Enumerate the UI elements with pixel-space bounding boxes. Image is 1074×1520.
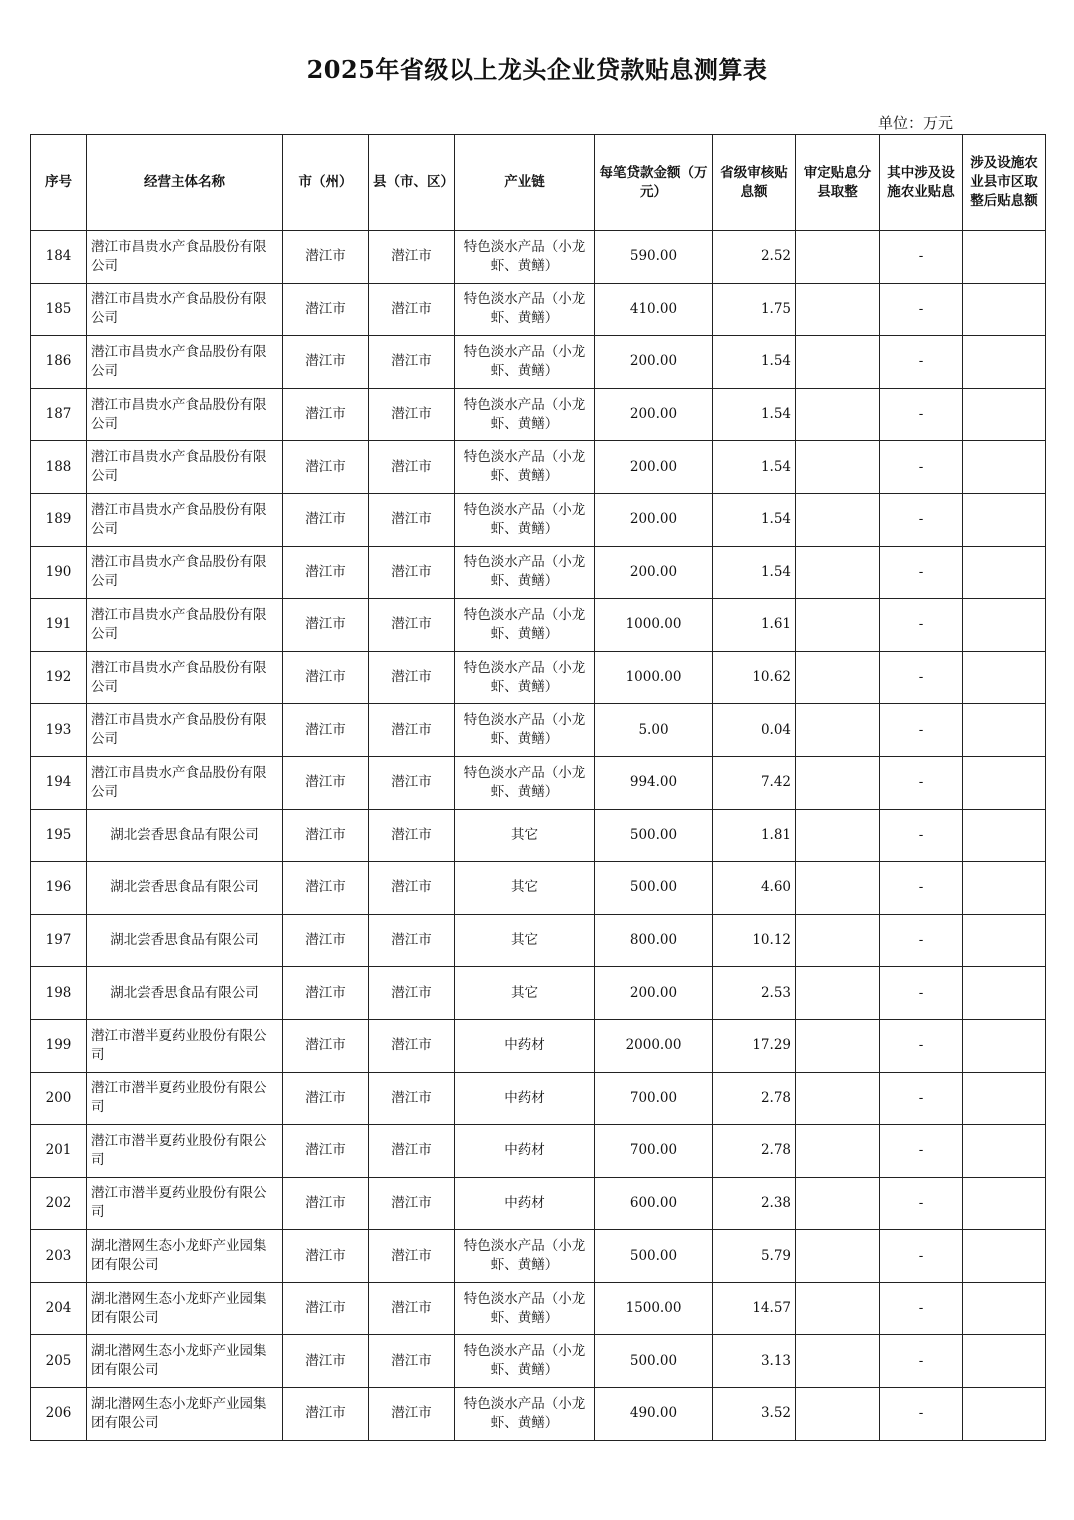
cell-provincial: 2.52 <box>713 231 796 284</box>
header-city: 市（州） <box>283 135 369 231</box>
cell-city: 潜江市 <box>283 704 369 757</box>
cell-facility-county <box>963 704 1046 757</box>
cell-chain: 特色淡水产品（小龙虾、黄鳝） <box>455 546 595 599</box>
header-approved: 审定贴息分县取整 <box>796 135 880 231</box>
cell-county: 潜江市 <box>369 1388 455 1441</box>
cell-loan: 1500.00 <box>595 1282 713 1335</box>
cell-approved <box>796 1335 880 1388</box>
cell-approved <box>796 1019 880 1072</box>
cell-city: 潜江市 <box>283 1177 369 1230</box>
cell-chain: 中药材 <box>455 1125 595 1178</box>
cell-facility-county <box>963 388 1046 441</box>
cell-facility-county <box>963 1335 1046 1388</box>
cell-chain: 特色淡水产品（小龙虾、黄鳝） <box>455 651 595 704</box>
cell-facility-county <box>963 1072 1046 1125</box>
cell-name: 湖北尝香思食品有限公司 <box>87 862 283 915</box>
cell-no: 205 <box>31 1335 87 1388</box>
cell-chain: 中药材 <box>455 1177 595 1230</box>
cell-county: 潜江市 <box>369 1019 455 1072</box>
cell-chain: 特色淡水产品（小龙虾、黄鳝） <box>455 1335 595 1388</box>
cell-chain: 特色淡水产品（小龙虾、黄鳝） <box>455 756 595 809</box>
cell-no: 206 <box>31 1388 87 1441</box>
cell-name: 潜江市昌贵水产食品股份有限公司 <box>87 441 283 494</box>
unit-label: 单位：万元 <box>878 114 954 132</box>
cell-chain: 特色淡水产品（小龙虾、黄鳝） <box>455 1230 595 1283</box>
cell-approved <box>796 283 880 336</box>
cell-facility: - <box>880 493 963 546</box>
cell-city: 潜江市 <box>283 546 369 599</box>
cell-provincial: 1.54 <box>713 388 796 441</box>
cell-facility: - <box>880 546 963 599</box>
cell-city: 潜江市 <box>283 756 369 809</box>
cell-name: 湖北尝香思食品有限公司 <box>87 967 283 1020</box>
cell-chain: 其它 <box>455 809 595 862</box>
cell-city: 潜江市 <box>283 1230 369 1283</box>
cell-name: 潜江市昌贵水产食品股份有限公司 <box>87 599 283 652</box>
table-row <box>31 1282 1046 1335</box>
header-name: 经营主体名称 <box>87 135 283 231</box>
cell-city: 潜江市 <box>283 1282 369 1335</box>
cell-provincial: 7.42 <box>713 756 796 809</box>
cell-provincial: 3.13 <box>713 1335 796 1388</box>
header-no: 序号 <box>31 135 87 231</box>
cell-county: 潜江市 <box>369 704 455 757</box>
cell-provincial: 1.81 <box>713 809 796 862</box>
cell-loan: 5.00 <box>595 704 713 757</box>
cell-county: 潜江市 <box>369 441 455 494</box>
cell-loan: 410.00 <box>595 283 713 336</box>
cell-chain: 其它 <box>455 862 595 915</box>
table-row <box>31 231 1046 284</box>
cell-facility: - <box>880 1230 963 1283</box>
cell-provincial: 5.79 <box>713 1230 796 1283</box>
cell-loan: 200.00 <box>595 546 713 599</box>
cell-chain: 特色淡水产品（小龙虾、黄鳝） <box>455 704 595 757</box>
cell-county: 潜江市 <box>369 914 455 967</box>
cell-approved <box>796 441 880 494</box>
cell-loan: 500.00 <box>595 809 713 862</box>
cell-approved <box>796 809 880 862</box>
cell-provincial: 10.62 <box>713 651 796 704</box>
cell-loan: 2000.00 <box>595 1019 713 1072</box>
cell-facility: - <box>880 1125 963 1178</box>
cell-provincial: 2.78 <box>713 1125 796 1178</box>
cell-facility-county <box>963 546 1046 599</box>
cell-facility: - <box>880 1019 963 1072</box>
cell-facility: - <box>880 231 963 284</box>
cell-approved <box>796 493 880 546</box>
table-row <box>31 336 1046 389</box>
cell-chain: 特色淡水产品（小龙虾、黄鳝） <box>455 1388 595 1441</box>
table-row <box>31 1019 1046 1072</box>
cell-facility-county <box>963 651 1046 704</box>
cell-provincial: 1.54 <box>713 546 796 599</box>
cell-city: 潜江市 <box>283 1335 369 1388</box>
cell-city: 潜江市 <box>283 1072 369 1125</box>
cell-name: 潜江市昌贵水产食品股份有限公司 <box>87 283 283 336</box>
table-row <box>31 599 1046 652</box>
cell-city: 潜江市 <box>283 388 369 441</box>
cell-name: 湖北潜网生态小龙虾产业园集团有限公司 <box>87 1335 283 1388</box>
cell-loan: 200.00 <box>595 336 713 389</box>
cell-chain: 其它 <box>455 967 595 1020</box>
cell-county: 潜江市 <box>369 388 455 441</box>
cell-no: 193 <box>31 704 87 757</box>
cell-county: 潜江市 <box>369 546 455 599</box>
header-chain: 产业链 <box>455 135 595 231</box>
cell-no: 188 <box>31 441 87 494</box>
cell-county: 潜江市 <box>369 651 455 704</box>
page-title: 2025年省级以上龙头企业贷款贴息测算表 <box>306 55 768 84</box>
cell-county: 潜江市 <box>369 599 455 652</box>
cell-facility-county <box>963 493 1046 546</box>
cell-city: 潜江市 <box>283 1019 369 1072</box>
cell-facility: - <box>880 756 963 809</box>
cell-name: 潜江市昌贵水产食品股份有限公司 <box>87 336 283 389</box>
cell-city: 潜江市 <box>283 1125 369 1178</box>
cell-approved <box>796 1388 880 1441</box>
cell-facility-county <box>963 336 1046 389</box>
cell-facility: - <box>880 441 963 494</box>
cell-no: 201 <box>31 1125 87 1178</box>
cell-city: 潜江市 <box>283 493 369 546</box>
cell-facility: - <box>880 283 963 336</box>
cell-facility-county <box>963 283 1046 336</box>
cell-county: 潜江市 <box>369 1072 455 1125</box>
cell-loan: 1000.00 <box>595 651 713 704</box>
cell-provincial: 1.75 <box>713 283 796 336</box>
cell-no: 204 <box>31 1282 87 1335</box>
cell-approved <box>796 1177 880 1230</box>
header-loan: 每笔贷款金额（万元） <box>595 135 713 231</box>
cell-facility: - <box>880 704 963 757</box>
cell-loan: 200.00 <box>595 493 713 546</box>
cell-loan: 1000.00 <box>595 599 713 652</box>
cell-facility: - <box>880 1282 963 1335</box>
cell-county: 潜江市 <box>369 283 455 336</box>
cell-no: 196 <box>31 862 87 915</box>
cell-name: 湖北尝香思食品有限公司 <box>87 914 283 967</box>
cell-facility-county <box>963 231 1046 284</box>
cell-name: 湖北潜网生态小龙虾产业园集团有限公司 <box>87 1230 283 1283</box>
cell-facility: - <box>880 1177 963 1230</box>
table-row <box>31 283 1046 336</box>
cell-facility: - <box>880 1072 963 1125</box>
cell-approved <box>796 336 880 389</box>
cell-no: 203 <box>31 1230 87 1283</box>
cell-no: 200 <box>31 1072 87 1125</box>
cell-name: 湖北尝香思食品有限公司 <box>87 809 283 862</box>
cell-no: 202 <box>31 1177 87 1230</box>
cell-name: 潜江市昌贵水产食品股份有限公司 <box>87 704 283 757</box>
cell-name: 湖北潜网生态小龙虾产业园集团有限公司 <box>87 1282 283 1335</box>
cell-county: 潜江市 <box>369 1282 455 1335</box>
cell-name: 潜江市昌贵水产食品股份有限公司 <box>87 546 283 599</box>
cell-no: 194 <box>31 756 87 809</box>
header-facility-county: 涉及设施农业县市区取整后贴息额 <box>963 135 1046 231</box>
cell-facility: - <box>880 967 963 1020</box>
cell-loan: 200.00 <box>595 967 713 1020</box>
cell-no: 191 <box>31 599 87 652</box>
cell-county: 潜江市 <box>369 1125 455 1178</box>
cell-no: 198 <box>31 967 87 1020</box>
cell-facility-county <box>963 1230 1046 1283</box>
cell-facility: - <box>880 809 963 862</box>
cell-provincial: 1.54 <box>713 441 796 494</box>
table-row <box>31 1230 1046 1283</box>
cell-name: 潜江市昌贵水产食品股份有限公司 <box>87 651 283 704</box>
cell-facility-county <box>963 756 1046 809</box>
cell-county: 潜江市 <box>369 756 455 809</box>
cell-approved <box>796 914 880 967</box>
cell-no: 197 <box>31 914 87 967</box>
cell-chain: 特色淡水产品（小龙虾、黄鳝） <box>455 388 595 441</box>
cell-provincial: 1.54 <box>713 493 796 546</box>
cell-provincial: 0.04 <box>713 704 796 757</box>
cell-facility-county <box>963 914 1046 967</box>
cell-loan: 500.00 <box>595 1230 713 1283</box>
cell-city: 潜江市 <box>283 441 369 494</box>
cell-provincial: 2.53 <box>713 967 796 1020</box>
cell-no: 184 <box>31 231 87 284</box>
cell-name: 潜江市昌贵水产食品股份有限公司 <box>87 231 283 284</box>
cell-name: 潜江市潜半夏药业股份有限公司 <box>87 1125 283 1178</box>
cell-approved <box>796 1072 880 1125</box>
cell-no: 195 <box>31 809 87 862</box>
cell-county: 潜江市 <box>369 336 455 389</box>
cell-chain: 中药材 <box>455 1072 595 1125</box>
cell-city: 潜江市 <box>283 914 369 967</box>
cell-chain: 中药材 <box>455 1019 595 1072</box>
cell-no: 187 <box>31 388 87 441</box>
cell-city: 潜江市 <box>283 336 369 389</box>
table-row <box>31 809 1046 862</box>
cell-facility: - <box>880 388 963 441</box>
cell-approved <box>796 231 880 284</box>
cell-approved <box>796 967 880 1020</box>
cell-provincial: 3.52 <box>713 1388 796 1441</box>
cell-provincial: 4.60 <box>713 862 796 915</box>
table-row <box>31 1335 1046 1388</box>
cell-city: 潜江市 <box>283 809 369 862</box>
cell-county: 潜江市 <box>369 967 455 1020</box>
cell-city: 潜江市 <box>283 283 369 336</box>
table-row <box>31 1177 1046 1230</box>
cell-provincial: 10.12 <box>713 914 796 967</box>
cell-city: 潜江市 <box>283 1388 369 1441</box>
cell-no: 186 <box>31 336 87 389</box>
cell-loan: 700.00 <box>595 1125 713 1178</box>
cell-approved <box>796 388 880 441</box>
cell-chain: 特色淡水产品（小龙虾、黄鳝） <box>455 599 595 652</box>
cell-no: 192 <box>31 651 87 704</box>
cell-name: 潜江市昌贵水产食品股份有限公司 <box>87 388 283 441</box>
cell-facility-county <box>963 599 1046 652</box>
cell-loan: 800.00 <box>595 914 713 967</box>
cell-facility-county <box>963 809 1046 862</box>
cell-facility-county <box>963 441 1046 494</box>
cell-provincial: 1.61 <box>713 599 796 652</box>
cell-no: 199 <box>31 1019 87 1072</box>
cell-facility: - <box>880 914 963 967</box>
cell-provincial: 17.29 <box>713 1019 796 1072</box>
cell-county: 潜江市 <box>369 493 455 546</box>
table-row <box>31 756 1046 809</box>
cell-approved <box>796 651 880 704</box>
table-row <box>31 388 1046 441</box>
cell-approved <box>796 1125 880 1178</box>
cell-facility-county <box>963 1282 1046 1335</box>
cell-city: 潜江市 <box>283 231 369 284</box>
cell-chain: 特色淡水产品（小龙虾、黄鳝） <box>455 283 595 336</box>
cell-no: 189 <box>31 493 87 546</box>
table-row <box>31 704 1046 757</box>
cell-name: 潜江市潜半夏药业股份有限公司 <box>87 1019 283 1072</box>
cell-name: 潜江市昌贵水产食品股份有限公司 <box>87 493 283 546</box>
cell-facility: - <box>880 599 963 652</box>
cell-no: 190 <box>31 546 87 599</box>
cell-facility-county <box>963 967 1046 1020</box>
cell-city: 潜江市 <box>283 862 369 915</box>
cell-approved <box>796 704 880 757</box>
table-row <box>31 651 1046 704</box>
cell-chain: 特色淡水产品（小龙虾、黄鳝） <box>455 231 595 284</box>
cell-name: 潜江市潜半夏药业股份有限公司 <box>87 1177 283 1230</box>
cell-provincial: 14.57 <box>713 1282 796 1335</box>
cell-facility: - <box>880 1335 963 1388</box>
cell-approved <box>796 756 880 809</box>
cell-facility: - <box>880 651 963 704</box>
cell-county: 潜江市 <box>369 809 455 862</box>
header-provincial: 省级审核贴息额 <box>713 135 796 231</box>
cell-loan: 500.00 <box>595 1335 713 1388</box>
cell-county: 潜江市 <box>369 1177 455 1230</box>
table-row <box>31 1125 1046 1178</box>
cell-county: 潜江市 <box>369 231 455 284</box>
cell-name: 湖北潜网生态小龙虾产业园集团有限公司 <box>87 1388 283 1441</box>
cell-provincial: 2.38 <box>713 1177 796 1230</box>
cell-city: 潜江市 <box>283 599 369 652</box>
cell-name: 潜江市昌贵水产食品股份有限公司 <box>87 756 283 809</box>
cell-loan: 700.00 <box>595 1072 713 1125</box>
table-header-row <box>31 135 1046 231</box>
cell-facility-county <box>963 862 1046 915</box>
cell-loan: 500.00 <box>595 862 713 915</box>
cell-loan: 200.00 <box>595 388 713 441</box>
cell-loan: 490.00 <box>595 1388 713 1441</box>
cell-loan: 994.00 <box>595 756 713 809</box>
cell-facility-county <box>963 1019 1046 1072</box>
cell-provincial: 1.54 <box>713 336 796 389</box>
cell-chain: 其它 <box>455 914 595 967</box>
cell-chain: 特色淡水产品（小龙虾、黄鳝） <box>455 493 595 546</box>
table-body <box>31 231 1046 1441</box>
cell-city: 潜江市 <box>283 967 369 1020</box>
cell-county: 潜江市 <box>369 1230 455 1283</box>
table-row <box>31 914 1046 967</box>
cell-approved <box>796 599 880 652</box>
cell-facility-county <box>963 1125 1046 1178</box>
cell-provincial: 2.78 <box>713 1072 796 1125</box>
table-row <box>31 1072 1046 1125</box>
cell-facility: - <box>880 1388 963 1441</box>
cell-facility: - <box>880 336 963 389</box>
cell-county: 潜江市 <box>369 862 455 915</box>
table-row <box>31 1388 1046 1441</box>
cell-loan: 600.00 <box>595 1177 713 1230</box>
table-row <box>31 862 1046 915</box>
header-county: 县（市、区） <box>369 135 455 231</box>
cell-facility-county <box>963 1177 1046 1230</box>
cell-chain: 特色淡水产品（小龙虾、黄鳝） <box>455 336 595 389</box>
cell-approved <box>796 1282 880 1335</box>
header-facility: 其中涉及设施农业贴息 <box>880 135 963 231</box>
table-row <box>31 441 1046 494</box>
cell-approved <box>796 546 880 599</box>
cell-approved <box>796 1230 880 1283</box>
cell-loan: 200.00 <box>595 441 713 494</box>
cell-loan: 590.00 <box>595 231 713 284</box>
cell-name: 潜江市潜半夏药业股份有限公司 <box>87 1072 283 1125</box>
table-row <box>31 546 1046 599</box>
cell-county: 潜江市 <box>369 1335 455 1388</box>
cell-chain: 特色淡水产品（小龙虾、黄鳝） <box>455 1282 595 1335</box>
cell-city: 潜江市 <box>283 651 369 704</box>
cell-facility-county <box>963 1388 1046 1441</box>
cell-chain: 特色淡水产品（小龙虾、黄鳝） <box>455 441 595 494</box>
table-row <box>31 967 1046 1020</box>
subsidy-table <box>30 134 1046 1441</box>
cell-no: 185 <box>31 283 87 336</box>
cell-facility: - <box>880 862 963 915</box>
cell-approved <box>796 862 880 915</box>
table-row <box>31 493 1046 546</box>
